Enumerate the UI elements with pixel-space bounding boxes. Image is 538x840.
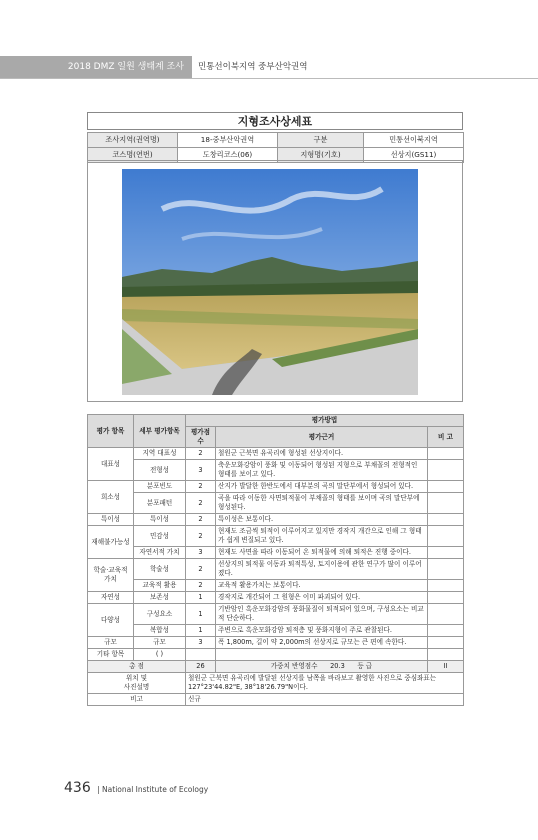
category-cell: 규모 (88, 637, 134, 649)
score-cell: 1 (186, 625, 216, 637)
note-cell (428, 580, 464, 592)
footer-org: National Institute of Ecology (102, 785, 209, 794)
category-cell: 학술·교육적 가치 (88, 559, 134, 592)
subitem-cell: 보존성 (134, 592, 186, 604)
header-cell: 평가 항목 (88, 415, 134, 448)
footer-separator: | (97, 785, 100, 794)
subitem-cell: 학술성 (134, 559, 186, 580)
grade-label: 등 급 (357, 662, 373, 670)
page-header (0, 56, 538, 79)
score-cell: 1 (186, 604, 216, 625)
category-cell: 자연성 (88, 592, 134, 604)
subitem-cell: ( ) (134, 649, 186, 661)
note-cell (428, 514, 464, 526)
note-cell (428, 649, 464, 661)
meta-value: 18-중부산악권역 (178, 133, 278, 148)
score-cell: 2 (186, 526, 216, 547)
weighted-score: 20.3 (330, 662, 345, 670)
note-cell (428, 637, 464, 649)
note-cell (428, 559, 464, 580)
reason-cell: 특이성은 보통이다. (216, 514, 428, 526)
subitem-cell: 특이성 (134, 514, 186, 526)
note-text: 신규 (186, 694, 464, 706)
score-cell: 2 (186, 448, 216, 460)
subitem-cell: 교육적 활용 (134, 580, 186, 592)
subitem-cell: 전형성 (134, 460, 186, 481)
category-cell: 대표성 (88, 448, 134, 481)
score-cell (186, 649, 216, 661)
category-cell: 특이성 (88, 514, 134, 526)
score-cell: 2 (186, 493, 216, 514)
score-cell: 1 (186, 592, 216, 604)
subitem-cell: 자연서적 가치 (134, 547, 186, 559)
weighted-label: 가중치 반영점수 (270, 662, 318, 670)
header-cell: 평가근거 (216, 427, 428, 448)
header-cell: 비 고 (428, 427, 464, 448)
reason-cell: 교육적 활용가치는 보통이다. (216, 580, 428, 592)
note-cell (428, 448, 464, 460)
header-cell: 세부 평가항목 (134, 415, 186, 448)
subitem-cell: 민감성 (134, 526, 186, 547)
reason-cell: 축운모화강암이 풍화 및 이동되어 형성된 지형으로 부채꼴의 전형적인 형태를 보이고 있다. (216, 460, 428, 481)
header-section-label: 2018 DMZ 일원 생태계 조사 (0, 56, 192, 78)
meta-label: 조사지역(권역명) (88, 133, 178, 148)
note-cell (428, 592, 464, 604)
subitem-cell: 복합성 (134, 625, 186, 637)
page-number: 436 (64, 780, 91, 796)
reason-cell: 선상지의 퇴적물 이동과 퇴적특성, 토지이용에 관한 연구가 많이 이루어졌다. (216, 559, 428, 580)
reason-cell: 폭 1,800m, 길이 약 2,000m의 선상지로 규모는 큰 편에 속한다. (216, 637, 428, 649)
table-title: 지형조사상세표 (87, 112, 463, 130)
reason-cell: 주변으로 흑운모화강암 퇴적층 및 풍화지형이 주로 관찰된다. (216, 625, 428, 637)
landscape-photo (122, 169, 418, 395)
note-cell (428, 481, 464, 493)
note-cell (428, 547, 464, 559)
location-label: 위치 및 사진설명 (88, 673, 186, 694)
reason-cell: 현재도 조금씩 퇴적이 이루어지고 있지만 경작지 개간으로 인해 그 형태가 쉽게 변질되고 있다. (216, 526, 428, 547)
subitem-cell: 규모 (134, 637, 186, 649)
grade-value: II (428, 661, 464, 673)
location-text: 철원군 근북면 유곡리에 발달된 선상지를 남쪽을 바라보고 촬영한 사진으로 중심좌표는 127°23'44.82"E, 38°18'26.79"N이다. (186, 673, 464, 694)
header-cell: 평가방법 (186, 415, 464, 427)
note-cell (428, 526, 464, 547)
score-cell: 3 (186, 547, 216, 559)
meta-value: 선상지(GS11) (364, 148, 464, 163)
reason-cell: 철원군 근북면 유곡리에 형성된 선상지이다. (216, 448, 428, 460)
photo-frame (87, 160, 463, 402)
reason-cell: 현재도 사면을 따라 이동되어 온 퇴적물에 의해 퇴적은 진행 중이다. (216, 547, 428, 559)
meta-value: 민통선이북지역 (364, 133, 464, 148)
meta-value: 도창리코스(06) (178, 148, 278, 163)
score-cell: 2 (186, 514, 216, 526)
header-cell: 평가점수 (186, 427, 216, 448)
category-cell: 다양성 (88, 604, 134, 637)
subitem-cell: 지역 대표성 (134, 448, 186, 460)
evaluation-table (87, 414, 464, 706)
reason-cell: 기반암인 흑운모화강암의 풍화물질이 퇴적되어 있으며, 구성요소는 비교적 단순하다. (216, 604, 428, 625)
score-cell: 3 (186, 460, 216, 481)
category-cell: 희소성 (88, 481, 134, 514)
note-cell (428, 604, 464, 625)
note-cell (428, 493, 464, 514)
note-label: 비고 (88, 694, 186, 706)
total-score: 26 (186, 661, 216, 673)
category-cell: 재해불가능성 (88, 526, 134, 559)
subitem-cell: 분포빈도 (134, 481, 186, 493)
header-subtitle: 민통선이북지역 중부산악권역 (198, 62, 308, 72)
reason-cell (216, 649, 428, 661)
weighted-cell (216, 661, 428, 673)
meta-label: 지형명(기호) (278, 148, 364, 163)
reason-cell: 산지가 발달한 한반도에서 대부분의 곡의 말단부에서 형성되어 있다. (216, 481, 428, 493)
score-cell: 3 (186, 637, 216, 649)
subitem-cell: 구성요소 (134, 604, 186, 625)
page-footer (64, 780, 208, 796)
meta-label: 구분 (278, 133, 364, 148)
note-cell (428, 460, 464, 481)
score-cell: 2 (186, 559, 216, 580)
category-cell: 기타 항목 (88, 649, 134, 661)
score-cell: 2 (186, 481, 216, 493)
subitem-cell: 분포패턴 (134, 493, 186, 514)
total-label: 총 점 (88, 661, 186, 673)
reason-cell: 경작지로 개간되어 그 원형은 이미 파괴되어 있다. (216, 592, 428, 604)
meta-table (87, 132, 464, 163)
reason-cell: 곡을 따라 이동한 사면퇴적물이 부채꼴의 형태를 보이며 곡의 말단부에 형성된다. (216, 493, 428, 514)
meta-label: 코스명(연번) (88, 148, 178, 163)
score-cell: 2 (186, 580, 216, 592)
note-cell (428, 625, 464, 637)
